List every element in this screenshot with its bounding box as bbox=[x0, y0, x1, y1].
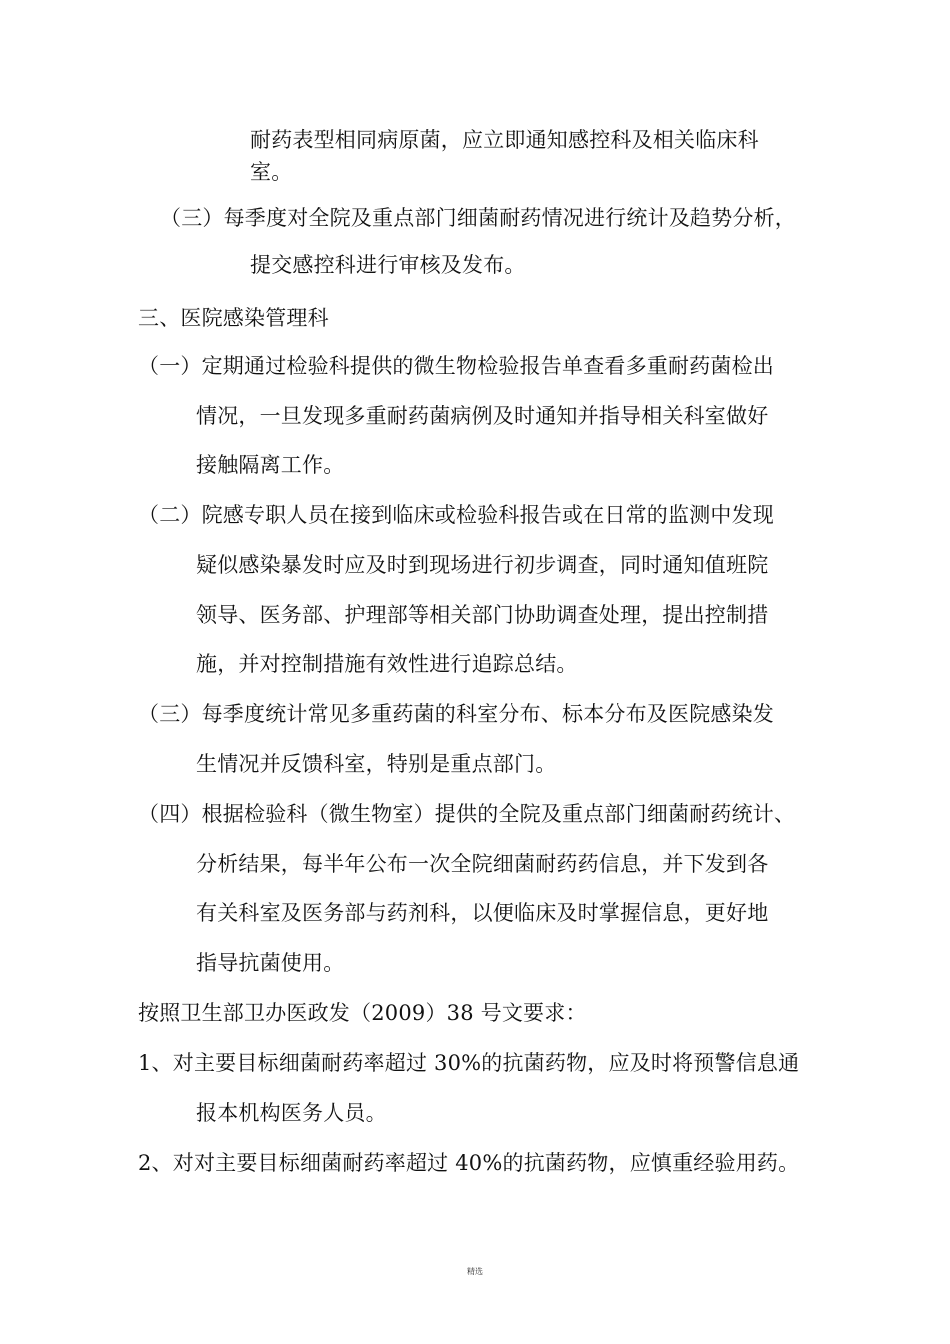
text-line: 接触隔离工作。 bbox=[196, 453, 345, 477]
text-line: 情况，一旦发现多重耐药菌病例及时通知并指导相关科室做好 bbox=[196, 404, 769, 428]
text-line: 分析结果，每半年公布一次全院细菌耐药药信息，并下发到各 bbox=[196, 852, 769, 876]
text-line: 疑似感染暴发时应及时到现场进行初步调查，同时通知值班院 bbox=[196, 553, 769, 577]
text-line: （一）定期通过检验科提供的微生物检验报告单查看多重耐药菌检出 bbox=[138, 354, 774, 378]
text-line: 按照卫生部卫办医政发（2009）38 号文要求： bbox=[138, 1001, 587, 1025]
text-line: 生情况并反馈科室，特别是重点部门。 bbox=[196, 752, 557, 776]
text-line: （三）每季度对全院及重点部门细菌耐药情况进行统计及趋势分析， bbox=[160, 206, 796, 230]
text-line: （四）根据检验科（微生物室）提供的全院及重点部门细菌耐药统计、 bbox=[138, 802, 796, 826]
text-line: 指导抗菌使用。 bbox=[196, 951, 345, 975]
page-footer: 精选 bbox=[467, 1267, 483, 1276]
text-line: 室。 bbox=[250, 160, 293, 184]
text-line: 有关科室及医务部与药剂科，以便临床及时掌握信息，更好地 bbox=[196, 901, 769, 925]
text-line: 施，并对控制措施有效性进行追踪总结。 bbox=[196, 652, 578, 676]
text-line: 提交感控科进行审核及发布。 bbox=[250, 253, 526, 277]
text-line: （二）院感专职人员在接到临床或检验科报告或在日常的监测中发现 bbox=[138, 503, 774, 527]
text-line: 耐药表型相同病原菌，应立即通知感控科及相关临床科 bbox=[250, 128, 759, 152]
section-heading: 三、医院感染管理科 bbox=[138, 306, 329, 330]
text-line: （三）每季度统计常见多重药菌的科室分布、标本分布及医院感染发 bbox=[138, 702, 774, 726]
text-line: 1、对主要目标细菌耐药率超过 30%的抗菌药物，应及时将预警信息通 bbox=[138, 1051, 800, 1075]
text-line: 报本机构医务人员。 bbox=[196, 1101, 387, 1125]
text-line: 2、对对主要目标细菌耐药率超过 40%的抗菌药物，应慎重经验用药。 bbox=[138, 1151, 800, 1175]
text-line: 领导、医务部、护理部等相关部门协助调查处理，提出控制措 bbox=[196, 603, 769, 627]
